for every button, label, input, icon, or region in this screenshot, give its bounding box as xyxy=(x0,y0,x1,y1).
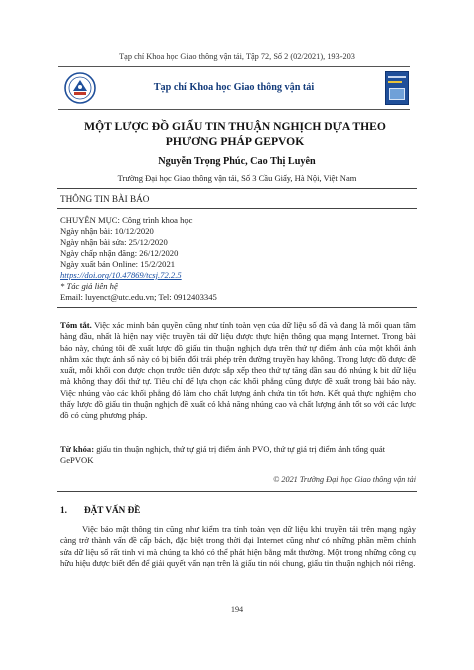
info-published-date: Ngày xuất bản Online: 15/2/2021 xyxy=(60,259,176,269)
info-bottom-rule xyxy=(57,307,417,308)
info-category: CHUYÊN MỤC: Công trình khoa học xyxy=(60,215,193,225)
abstract-label: Tóm tắt. xyxy=(60,320,92,330)
section-heading xyxy=(60,505,140,515)
keywords-text: giấu tin thuận nghịch, thứ tự giá trị điểm ảnh PVO, thứ tự giá trị điểm ảnh tổng quát GePVOK xyxy=(60,444,386,466)
info-received-date: Ngày nhận bài: 10/12/2020 xyxy=(60,226,154,236)
cover-stripe xyxy=(388,81,402,83)
info-revised-date: Ngày nhận bài sửa: 25/12/2020 xyxy=(60,237,168,247)
contact-email: Email: luyenct@utc.edu.vn; Tel: 0912403345 xyxy=(60,292,217,302)
journal-name: Tạp chí Khoa học Giao thông vận tải xyxy=(153,82,315,93)
section-title: ĐẶT VẤN ĐỀ xyxy=(84,505,141,515)
abstract xyxy=(60,320,416,422)
corresponding-author-note: * Tác giả liên hệ xyxy=(60,281,118,291)
abstract-text: Việc xác minh bản quyền cũng như tính toàn vẹn của dữ liệu số đã và đang là mối quan tâm hàng đầu, nhất là hiện nay việc truyền tải dữ liệu được thực hiện thông qua mạng Internet. Trong bài báo này, chúng tôi đề xuất lược đồ giấu tin thuận nghịch dựa trên thứ tự điểm ảnh của một khối ảnh nhằm xác thực ảnh số này có bị biến đổi trái phép trên đường truyền hay không. Trong lược đồ được đề xuất, mỗi khối con được chọn trước tiên được sắp xếp theo thứ tự tăng dần sau đó nhúng k bit dữ liệu mà không thay đổi thứ tự. Tiêu chí để lựa chọn các khối phẳng cũng được đề xuất trong bài báo này. Việc nhúng vào các khối phẳng đó làm cho chất lượng ảnh chứa tin tốt hơn. Kết quả thực nghiệm cho thấy lược đồ giấu tin thuận nghịch đề xuất có khả năng nhúng cao và chất lượng ảnh tốt so với các lược đồ có cùng phương pháp. xyxy=(60,320,416,421)
journal-cover-thumbnail xyxy=(385,71,409,105)
article-title: MỘT LƯỢC ĐỒ GIẤU TIN THUẬN NGHỊCH DỰA THEO PHƯƠNG PHÁP GEPVOK xyxy=(84,120,386,148)
banner-top-rule xyxy=(58,66,410,67)
doi-line xyxy=(60,270,182,280)
cover-image xyxy=(389,88,405,100)
doi-link[interactable]: https://doi.org/10.47869/tcsj.72.2.5 xyxy=(60,270,182,280)
section-number: 1. xyxy=(60,505,67,515)
keywords xyxy=(60,444,416,467)
copyright-notice: © 2021 Trường Đại học Giao thông vận tải xyxy=(273,475,416,484)
running-head: Tạp chí Khoa học Giao thông vận tải, Tập 72, Số 2 (02/2021), 193-203 xyxy=(119,52,355,61)
info-top-rule xyxy=(57,188,417,189)
banner-bottom-rule xyxy=(58,109,410,110)
info-heading-rule xyxy=(57,208,417,209)
abstract-bottom-rule xyxy=(57,491,417,492)
journal-banner xyxy=(58,66,410,110)
info-heading: THÔNG TIN BÀI BÁO xyxy=(60,194,150,204)
page-number: 194 xyxy=(230,605,244,614)
author-affiliation: Trường Đại học Giao thông vận tải, Số 3 Cầu Giấy, Hà Nội, Việt Nam xyxy=(117,173,357,183)
info-accepted-date: Ngày chấp nhận đăng: 26/12/2020 xyxy=(60,248,179,258)
keywords-label: Từ khóa: xyxy=(60,444,95,454)
intro-paragraph: Việc bảo mật thông tin cũng như kiểm tra tính toàn vẹn dữ liệu khi truyền tải trên mạng ngày càng trở thành vấn đề cấp bách, đặc biệt trong thời đại Internet cũng như có những phần mềm chỉnh sửa dữ liệu số rất tinh vi mà chúng ta khó có thể phát hiện bằng mắt thường. Một trong những công cụ hữu hiệu được biết đến để giải quyết vấn nạn trên là giấu tin nói chung, giấu tin thuận nghịch nói riêng. xyxy=(60,524,416,569)
article-authors: Nguyễn Trọng Phúc, Cao Thị Luyên xyxy=(158,156,316,167)
cover-stripe xyxy=(388,76,406,78)
